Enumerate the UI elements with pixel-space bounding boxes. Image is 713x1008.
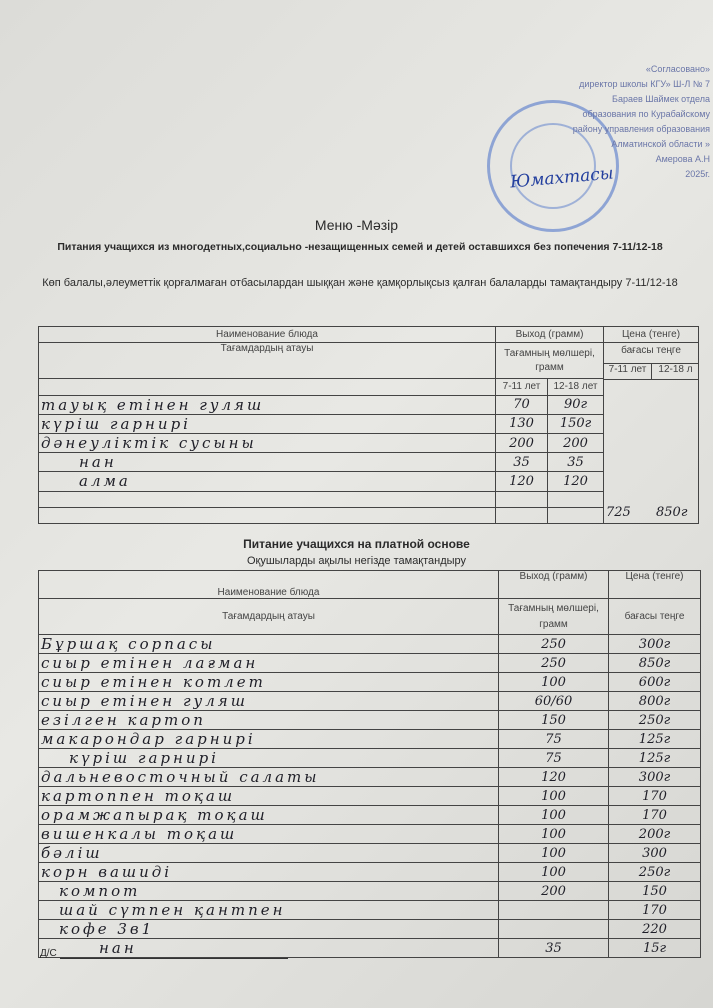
subtitle-ru: Питания учащихся из многодетных,социально -незащищенных семей и детей оставшихся без попечения 7-11/12-18 — [57, 241, 663, 253]
dish-name: корн вашиді — [39, 863, 499, 882]
dish-out-a: 200 — [496, 433, 548, 452]
dish-out-b — [548, 491, 604, 507]
age-12-18-price: 12-18 л — [658, 364, 693, 375]
dish-output: 100 — [499, 844, 609, 863]
dish-output: 250 — [499, 635, 609, 654]
dish-name: картоппен тоқаш — [39, 787, 499, 806]
header-name-kz: Тағамдардың атауы — [39, 343, 496, 379]
approval-line: образования по Курабайскому — [582, 109, 710, 119]
approval-line: району управления образования — [572, 124, 710, 134]
header-output-kz: Тағамның мөлшері, грамм — [496, 343, 604, 379]
header-output-ru: Выход (грамм) — [496, 327, 604, 343]
page-title: Меню -Мәзір — [314, 217, 399, 233]
dish-out-b: 90г — [548, 395, 604, 414]
dish-name: дәнеуліктік сусыны — [39, 433, 496, 452]
dish-name: кофе 3в1 — [39, 920, 499, 939]
dish-price: 850г — [609, 654, 701, 673]
dish-price: 300г — [609, 635, 701, 654]
dish-out-a: 35 — [496, 453, 548, 472]
header-price-kz: бағасы теңге — [609, 599, 701, 635]
dish-output: 100 — [499, 863, 609, 882]
footer-label: Д/С — [40, 948, 57, 959]
age-7-11-price: 7-11 лет — [608, 364, 647, 375]
header-output-kz: Тағамның мөлшері, грамм — [499, 599, 609, 635]
approval-line: Бараев Шаймек отдела — [612, 94, 710, 104]
dish-price: 250г — [609, 711, 701, 730]
header-price-kz: бағасы теңге — [621, 345, 681, 356]
dish-output — [499, 920, 609, 939]
dish-output: 150 — [499, 711, 609, 730]
dish-out-a: 120 — [496, 472, 548, 491]
dish-name: тауық етінен гуляш — [39, 395, 496, 414]
dish-price: 300г — [609, 768, 701, 787]
dish-name: күріш гарнирі — [39, 749, 499, 768]
dish-name: вишенкалы тоқаш — [39, 825, 499, 844]
dish-output: 100 — [499, 825, 609, 844]
approval-date: 2025г. — [685, 169, 710, 179]
dish-name: макарондар гарнирі — [39, 730, 499, 749]
dish-price: 15г — [609, 939, 701, 958]
dish-name — [39, 491, 496, 507]
dish-name: алма — [39, 472, 496, 491]
dish-out-a — [496, 507, 548, 523]
dish-output: 120 — [499, 768, 609, 787]
dish-name: сиыр етінен гуляш — [39, 692, 499, 711]
section2-title: Питание учащихся на платной основе — [243, 537, 470, 551]
header-name-kz: Тағамдардың атауы — [39, 599, 499, 635]
dish-price: 600г — [609, 673, 701, 692]
dish-price: 170 — [609, 806, 701, 825]
dish-name: дальневосточный салаты — [39, 768, 499, 787]
approval-line: Алматинской области » — [611, 139, 710, 149]
spacer — [39, 379, 496, 395]
dish-price: 125г — [609, 730, 701, 749]
approval-line: директор школы КГУ» Ш-Л № 7 — [579, 79, 710, 89]
dish-price: 170 — [609, 901, 701, 920]
header-price-ru: Цена (тенге) — [609, 571, 701, 599]
dish-out-a: 70 — [496, 395, 548, 414]
dish-output: 75 — [499, 749, 609, 768]
dish-name: нан — [39, 939, 499, 958]
dish-output — [499, 901, 609, 920]
dish-name: Бұршақ сорпасы — [39, 635, 499, 654]
approval-line: Амерова А.Н — [655, 154, 710, 164]
dish-name: нан — [39, 453, 496, 472]
dish-price: 200г — [609, 825, 701, 844]
footer — [40, 948, 288, 959]
dish-price: 300 — [609, 844, 701, 863]
dish-out-b: 120 — [548, 472, 604, 491]
dish-output: 75 — [499, 730, 609, 749]
dish-name: бәліш — [39, 844, 499, 863]
age-12-18: 12-18 лет — [548, 379, 604, 395]
dish-name: күріш гарнирі — [39, 414, 496, 433]
signature: Юмахтасы — [509, 163, 615, 193]
dish-name: орамжапырақ тоқаш — [39, 806, 499, 825]
dish-out-b: 150г — [548, 414, 604, 433]
dish-name — [39, 507, 496, 523]
dish-out-b: 35 — [548, 453, 604, 472]
header-name-ru: Наименование блюда — [39, 327, 496, 343]
dish-name: компот — [39, 882, 499, 901]
dish-name: езілген картоп — [39, 711, 499, 730]
total-12-18: 850г — [656, 505, 688, 520]
dish-output: 200 — [499, 882, 609, 901]
total-7-11: 725 — [606, 505, 631, 520]
dish-price: 250г — [609, 863, 701, 882]
header-price-ru: Цена (тенге) — [604, 327, 699, 343]
dish-output: 35 — [499, 939, 609, 958]
age-7-11: 7-11 лет — [496, 379, 548, 395]
subtitle-kz: Көп балалы,әлеуметтік қорғалмаған отбасылардан шыққан және қамқорлықсыз қалған балаларды тамақтандыру 7-11/12-18 — [42, 277, 678, 289]
dish-output: 60/60 — [499, 692, 609, 711]
dish-output: 100 — [499, 673, 609, 692]
header-name-ru: Наименование блюда — [39, 571, 499, 599]
dish-out-a — [496, 491, 548, 507]
dish-output: 100 — [499, 806, 609, 825]
dish-output: 100 — [499, 787, 609, 806]
menu-table-paid — [38, 570, 701, 958]
dish-out-b — [548, 507, 604, 523]
header-output-ru: Выход (грамм) — [499, 571, 609, 599]
menu-table-free — [38, 326, 699, 524]
dish-name: сиыр етінен котлет — [39, 673, 499, 692]
dish-name: сиыр етінен лағман — [39, 654, 499, 673]
signature-line — [60, 948, 288, 959]
approval-line: «Согласовано» — [645, 64, 710, 74]
dish-price: 220 — [609, 920, 701, 939]
dish-price: 125г — [609, 749, 701, 768]
dish-output: 250 — [499, 654, 609, 673]
dish-out-b: 200 — [548, 433, 604, 452]
dish-price: 150 — [609, 882, 701, 901]
price-cell — [604, 343, 699, 524]
dish-out-a: 130 — [496, 414, 548, 433]
dish-name: шай сүтпен қантпен — [39, 901, 499, 920]
section2-subtitle: Оқушыларды ақылы негізде тамақтандыру — [246, 555, 467, 567]
dish-price: 170 — [609, 787, 701, 806]
dish-price: 800г — [609, 692, 701, 711]
